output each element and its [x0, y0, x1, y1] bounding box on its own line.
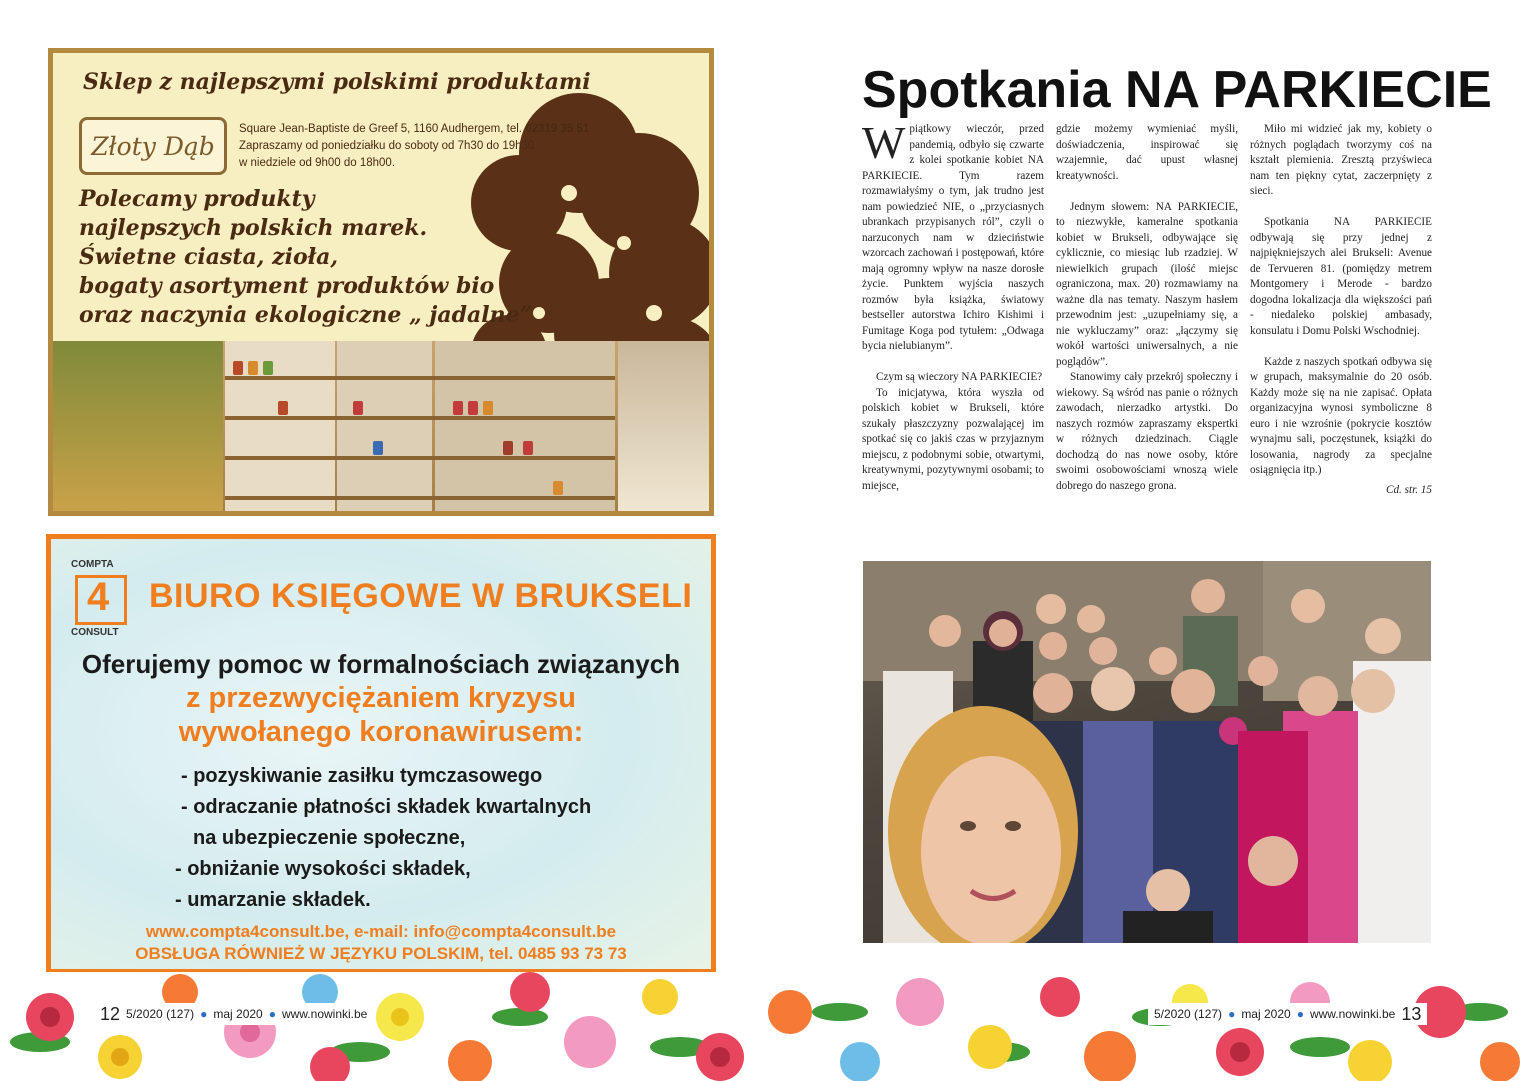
continued-note: Cd. str. 15 — [1385, 483, 1432, 496]
shop-address: Square Jean-Baptiste de Greef 5, 1160 Audhergem, tel. 02319 35 51 Zapraszamy od poniedziałku do soboty od 7h30 do 19h30 w niedziele od 9h00 do 18h00. — [239, 121, 619, 172]
accounting-advertisement — [46, 534, 716, 974]
shop-hours-weekdays: Zapraszamy od poniedziałku do soboty od 7h30 do 19h30 — [239, 140, 535, 152]
shop-hours-sunday: w niedziele od 9h00 do 18h00. — [239, 157, 396, 169]
shop-shelves-photo — [53, 341, 709, 511]
accounting-ad-lead: Oferujemy pomoc w formalnościach związanych z przezwyciężaniem kryzysu wywołanego koronawirusem: — [81, 649, 681, 748]
accounting-ad-title: BIURO KSIĘGOWE W BRUKSELI — [149, 577, 693, 615]
list-item: - pozyskiwanie zasiłku tymczasowego — [181, 765, 543, 787]
zloty-dab-logo: Złoty Dąb — [79, 117, 227, 175]
page-number-right: 13 — [1401, 1003, 1422, 1024]
accounting-contact: www.compta4consult.be, e-mail: info@compta4consult.be OBSŁUGA RÓWNIEŻ W JĘZYKU POLSKIM, tel. 0485 93 73 73 — [135, 922, 627, 963]
bullet-icon: ● — [1228, 1007, 1236, 1021]
issue-number: 5/2020 (127) — [126, 1007, 195, 1021]
footer-left — [94, 1003, 373, 1025]
list-item: - obniżanie wysokości składek, — [175, 858, 471, 880]
shop-advertisement — [48, 48, 714, 516]
website-link[interactable]: www.nowinki.be — [281, 1007, 368, 1021]
page-number-left: 12 — [100, 1003, 121, 1024]
website-link[interactable]: www.nowinki.be — [1309, 1007, 1396, 1021]
article-column-1: Wpiątkowy wieczór, przed pandemią, odbyło się czwarte z kolei spotkanie kobiet NA PARKIECIE. Tym razem rozmawiałyśmy o tym, jak trudno jest nam powiedzieć NIE, o „przyciasnych ubrankach przypisanych ról”, czyli o narzuconych nam w dzieciństwie wzorcach zachowań i postępowań, które mają ogromny wpływ na nasze dorosłe życie. Punktem wyjścia naszych rozmów była książka, światowy bestseller autorstwa Ichiro Kishimi i Fumitage Koga pod tytułem: „Odwaga bycia nielubianym”. Czym są wieczory NA PARKIECIE? To inicjatywa, która wyszła od polskich kobiet w Brukseli, które szukały płaszczyzny pozwalającej im spotkać się co jakiś czas w przyjaznym miejscu, z podobnymi sobie, otwartymi, kreatywnymi, pozytywnymi osobami; to miejsce, — [862, 117, 1044, 492]
footer-right — [1148, 1003, 1427, 1025]
bullet-icon: ● — [268, 1007, 276, 1021]
issue-month: maj 2020 — [1241, 1007, 1291, 1021]
list-item: - umarzanie składek. — [175, 889, 371, 911]
article-title: Spotkania NA PARKIECIE — [862, 61, 1492, 119]
bullet-icon: ● — [200, 1007, 208, 1021]
article-column-3: Miło mi widzieć jak my, kobiety o różnych poglądach tworzymy coś na kształt plemienia. Zresztą przyświeca nam ten piękny cytat, zaczerpnięty z sieci. Spotkania NA PARKIECIE odbywają się przy jednej z najpiękniejszych alei Brukseli: Avenue de Tervueren 81. (pomiędzy metrem Montgomery i Merode - bardzo dogodna lokalizacja dla większości pań - niedaleko polskiej ambasady, konsulatu i Domu Polski Wschodniej. Każde z naszych spotkań odbywa się w grupach, maksymalnie do 20 osób. Każdy może się na nie zapisać. Opłata organizacyjna wynosi symboliczne 8 euro i nie wzrośnie (pokrycie kosztów wynajmu sali, poczęstunek, książki do losowania, nagrody za specjalne osiągnięcia itp.) Cd. str. 15 — [1250, 122, 1432, 498]
group-photo — [863, 561, 1431, 943]
shop-promo-text: Polecamy produkty najlepszych polskich marek. Świetne ciasta, zioła, bogaty asortyment produktów bio oraz naczynia ekologiczne „ jadalne” — [79, 186, 533, 328]
list-item: na ubezpieczenie społeczne, — [193, 827, 466, 849]
group-photo-illustration — [863, 561, 1431, 943]
floral-border — [0, 972, 1529, 1081]
issue-month: maj 2020 — [213, 1007, 263, 1021]
article-column-2: gdzie możemy wymieniać myśli, doświadczenia, inspirować się wzajemnie, dać upust własnej kreatywności. Jednym słowem: NA PARKIECIE, to niezwykłe, kameralne spotkania kobiet w Brukseli, odbywające się cyklicznie, co miesiąc lub rzadziej. W niewielkich grupach (ilość miejsc ograniczona, max. 20) rozmawiamy na ważne dla nas tematy. Naszym hasłem przewodnim jest: „uzupełniamy się, a nie wykluczamy” oraz: „łączymy się wokół wartości uniwersalnych, a nie poglądów”. Stanowimy cały przekrój społeczny i wiekowy. Są wśród nas panie o różnych zawodach, nierzadko artystki. Do naszych rozmów zapraszamy ekspertki w różnych dziedzinach. Ciągle dochodzą do nas nowe osoby, które swoimi osobowościami wnoszą wiele dobrego do naszego grona. — [1056, 123, 1238, 492]
shop-phone: 02319 35 51 — [525, 123, 590, 135]
accounting-services-list — [175, 761, 592, 916]
issue-number: 5/2020 (127) — [1154, 1007, 1223, 1021]
drop-cap: W — [862, 117, 906, 168]
shop-ad-title: Sklep z najlepszymi polskimi produktami — [83, 69, 591, 95]
compta4consult-logo: COMPTA 4 CONSULT — [71, 553, 137, 627]
list-item: - odraczanie płatności składek kwartalnych — [181, 796, 592, 818]
bullet-icon: ● — [1296, 1007, 1304, 1021]
